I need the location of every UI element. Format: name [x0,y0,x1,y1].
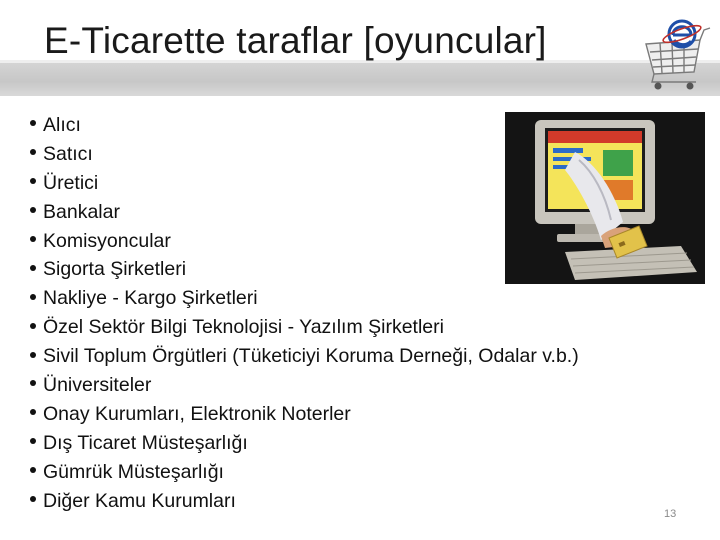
bullet-dot [30,265,36,271]
bullet-dot [30,149,36,155]
bullet-dot [30,352,36,358]
bullet-dot [30,438,36,444]
bullet-dot [30,294,36,300]
bullet-text: Nakliye - Kargo Şirketleri [43,287,258,310]
bullet-text: Diğer Kamu Kurumları [43,489,236,512]
bullet-text: Komisyoncular [43,229,171,252]
bullet-dot [30,207,36,213]
bullet-dot [30,467,36,473]
bullet-item [26,342,579,371]
bullet-item [26,227,579,256]
title-band [0,60,720,96]
bullet-text: Dış Ticaret Müsteşarlığı [43,431,248,454]
bullet-item [26,400,579,429]
bullet-item [26,255,579,284]
bullet-dot [30,323,36,329]
bullet-item [26,284,579,313]
bullet-text: Gümrük Müsteşarlığı [43,460,224,483]
bullet-item [26,371,579,400]
bullet-item [26,313,579,342]
bullet-text: Özel Sektör Bilgi Teknolojisi - Yazılım Şirketleri [43,316,444,339]
bullet-item [26,111,579,140]
page-number: 13 [664,508,677,520]
bullet-dot [30,178,36,184]
bullet-dot [30,120,36,126]
bullet-text: Üniversiteler [43,374,152,397]
bullet-item [26,140,579,169]
bullet-item [26,169,579,198]
bullet-text: Üretici [43,171,99,194]
bullet-item [26,458,579,487]
bullet-item [26,198,579,227]
bullet-dot [30,409,36,415]
bullet-dot [30,236,36,242]
bullet-dot [30,380,36,386]
bullet-item [26,487,579,516]
bullet-text: Satıcı [43,142,93,165]
bullet-item [26,429,579,458]
bullet-dot [30,496,36,502]
bullet-text: Onay Kurumları, Elektronik Noterler [43,402,351,425]
bullet-list [26,111,579,515]
bullet-text: Sigorta Şirketleri [43,258,187,281]
bullet-text: Sivil Toplum Örgütleri (Tüketiciyi Koruma Derneği, Odalar v.b.) [43,345,579,368]
computer-hand-credit-card-image [505,112,705,284]
bullet-text: Bankalar [43,200,120,223]
bullet-text: Alıcı [43,114,81,136]
shopping-cart-e-icon [640,14,712,98]
slide-title: E-Ticarette taraflar [oyuncular] [44,20,547,61]
